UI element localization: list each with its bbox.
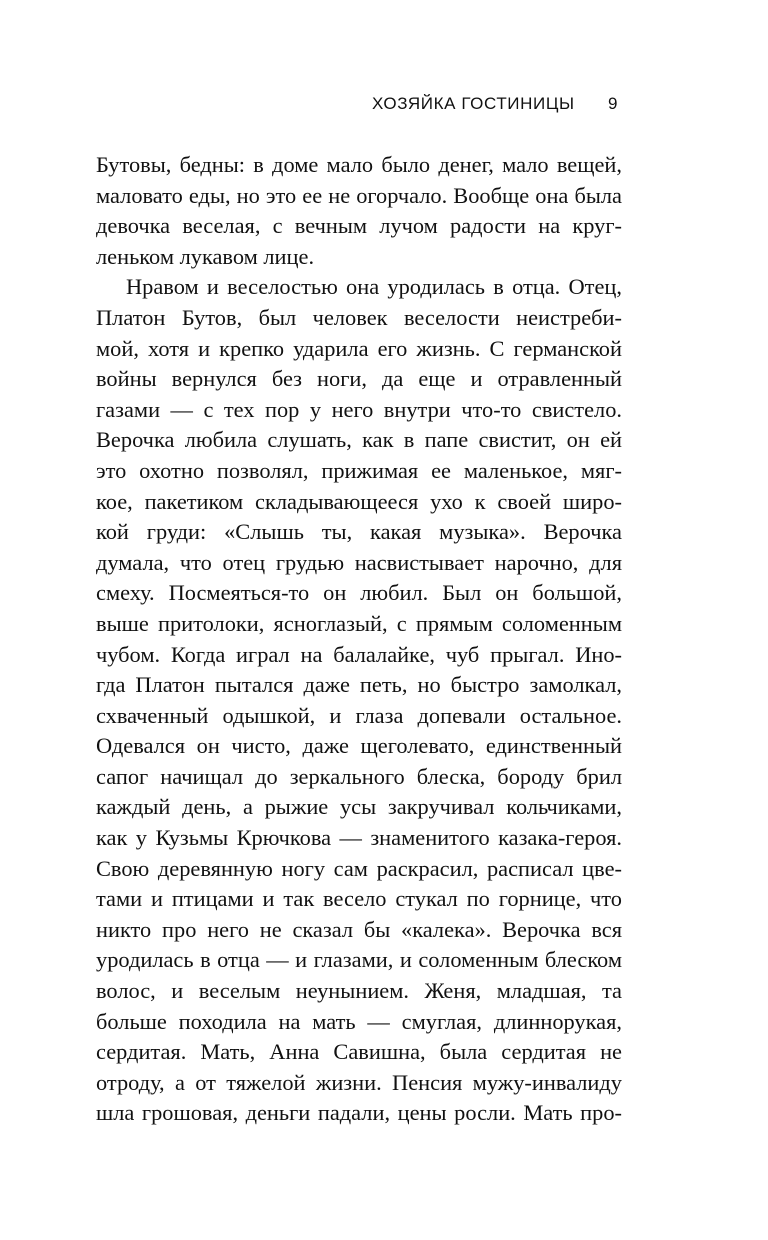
running-head — [96, 94, 622, 118]
body-text — [96, 150, 622, 1129]
text-line: каждый день, а рыжие усы закручивал кольчиками, — [96, 794, 622, 820]
running-title: ХОЗЯЙКА ГОСТИНИЦЫ — [372, 94, 575, 113]
text-line: чубом. Когда играл на балалайке, чуб прыгал. Ино- — [96, 641, 622, 667]
text-line: Одевался он чисто, даже щеголевато, единственный — [96, 733, 622, 759]
text-line: Бутовы, бедны: в доме мало было денег, мало вещей, — [96, 152, 622, 177]
text-line: Нравом и веселостью она уродилась в отца. Отец, — [126, 274, 622, 300]
text-line: уродилась в отца — и глазами, и соломенным блеском — [96, 947, 622, 973]
text-line: кой груди: «Слышь ты, какая музыка». Верочка — [96, 519, 622, 545]
text-line: никто про него не сказал бы «калека». Верочка вся — [96, 916, 622, 942]
text-line: гда Платон пытался даже петь, но быстро замолкал, — [96, 672, 622, 698]
text-line: больше походила на мать — смуглая, длиннорукая, — [96, 1008, 622, 1034]
text-line: выше притолоки, ясноглазый, с прямым соломенным — [96, 610, 622, 636]
page-number: 9 — [607, 94, 618, 113]
paragraph — [96, 272, 622, 1129]
paragraph — [96, 150, 622, 272]
text-line: Верочка любила слушать, как в папе свистит, он ей — [96, 427, 622, 453]
text-line: думала, что отец грудью насвистывает нарочно, для — [96, 549, 622, 575]
text-line: Платон Бутов, был человек веселости неистреби- — [96, 304, 622, 330]
text-line: волос, и веселым неунынием. Женя, младшая, та — [96, 978, 622, 1004]
text-line: шла грошовая, деньги падали, цены росли. Мать про- — [96, 1100, 622, 1126]
text-line: сапог начищал до зеркального блеска, бороду брил — [96, 763, 622, 789]
text-line: смеху. Посмеяться-то он любил. Был он большой, — [96, 580, 622, 606]
text-line: схваченный одышкой, и глаза допевали остальное. — [96, 702, 622, 728]
text-line: леньком лукавом лице. — [96, 243, 315, 269]
text-line: сердитая. Мать, Анна Савишна, была сердитая не — [96, 1039, 622, 1065]
text-line: войны вернулся без ноги, да еще и отравленный — [96, 366, 622, 392]
text-line: девочка веселая, с вечным лучом радости на круг- — [96, 213, 622, 239]
text-line: мой, хотя и крепко ударила его жизнь. С германской — [96, 335, 622, 361]
text-line: маловато еды, но это ее не огорчало. Вообще она была — [96, 182, 622, 208]
text-line: это охотно позволял, прижимая ее маленькое, мяг- — [96, 457, 622, 483]
text-line: Свою деревянную ногу сам раскрасил, расписал цве- — [96, 855, 622, 881]
text-line: газами — с тех пор у него внутри что-то свистело. — [96, 396, 622, 422]
text-line: кое, пакетиком складывающееся ухо к своей широ- — [96, 488, 622, 514]
text-line: как у Кузьмы Крючкова — знаменитого казака-героя. — [96, 825, 622, 851]
text-line: отроду, а от тяжелой жизни. Пенсия мужу-инвалиду — [96, 1069, 622, 1095]
text-line: тами и птицами и так весело стукал по горнице, что — [96, 886, 622, 912]
